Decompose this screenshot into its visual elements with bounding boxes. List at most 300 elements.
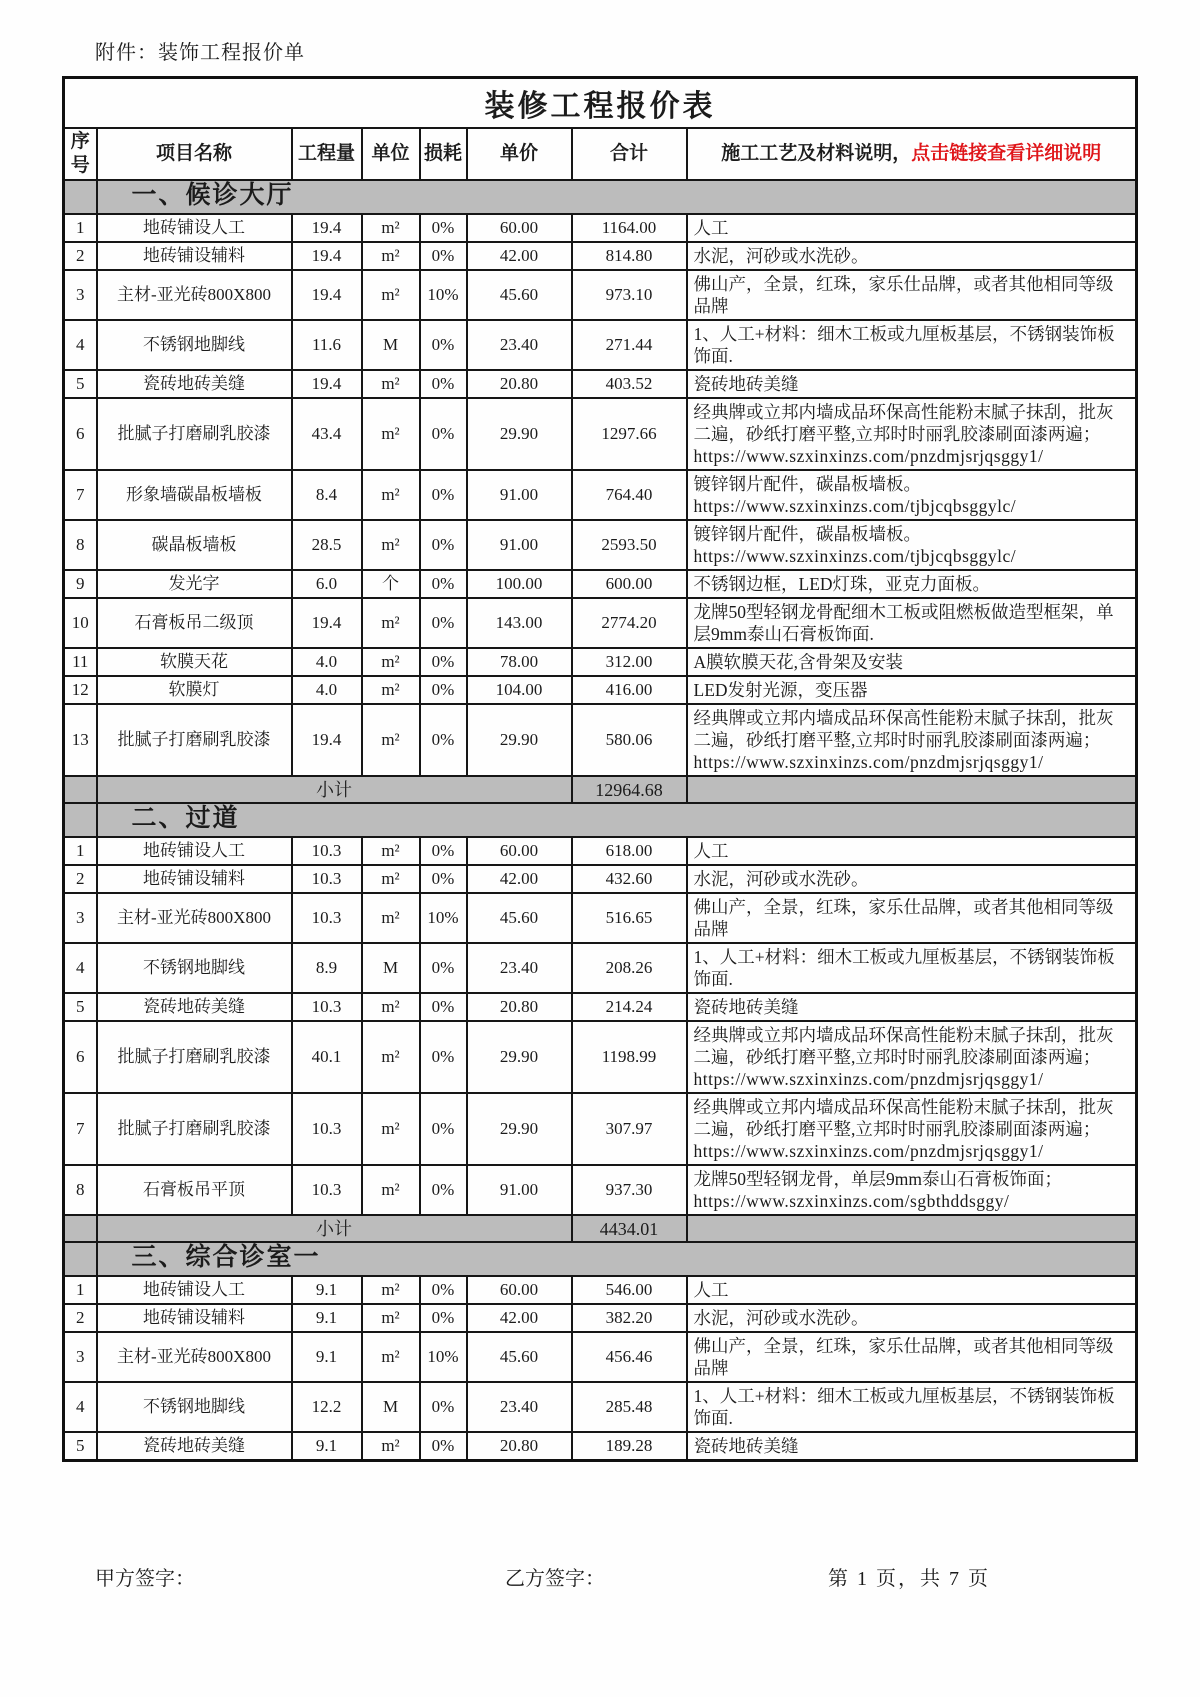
cell-quantity: 10.3 <box>292 865 362 893</box>
cell-no: 4 <box>64 1382 97 1432</box>
cell-unit-price: 23.40 <box>467 943 572 993</box>
material-link[interactable]: https://www.szxinxinzs.com/pnzdmjsrjqsggy1/ <box>693 1069 1044 1089</box>
cell-loss: 0% <box>420 320 467 370</box>
subtotal-no-cell <box>64 1215 97 1242</box>
cell-unit-price: 29.90 <box>467 1093 572 1165</box>
cell-quantity: 8.9 <box>292 943 362 993</box>
cell-item: 主材-亚光砖800X800 <box>97 270 292 320</box>
cell-unit: m² <box>362 520 420 570</box>
description-text: 瓷砖地砖美缝 <box>693 1436 799 1456</box>
cell-no: 3 <box>64 893 97 943</box>
description-text: 佛山产，全景，红珠，家乐仕品牌，或者其他相同等级品牌 <box>693 1336 1114 1378</box>
cell-no: 5 <box>64 370 97 398</box>
table-row <box>64 1276 1137 1304</box>
cell-description <box>687 704 1137 776</box>
description-text: 经典牌或立邦内墙成品环保高性能粉末腻子抹刮，批灰二遍，砂纸打磨平整,立邦时时丽乳胶漆刷面漆两遍； <box>693 708 1114 750</box>
cell-loss: 0% <box>420 993 467 1021</box>
cell-loss: 0% <box>420 865 467 893</box>
cell-description <box>687 893 1137 943</box>
cell-item: 软膜天花 <box>97 648 292 676</box>
cell-unit-price: 60.00 <box>467 1276 572 1304</box>
cell-quantity: 19.4 <box>292 270 362 320</box>
cell-no: 4 <box>64 943 97 993</box>
cell-description <box>687 943 1137 993</box>
cell-unit-price: 45.60 <box>467 270 572 320</box>
cell-quantity: 43.4 <box>292 398 362 470</box>
cell-unit-price: 20.80 <box>467 1432 572 1461</box>
cell-total: 546.00 <box>572 1276 687 1304</box>
cell-quantity: 19.4 <box>292 598 362 648</box>
cell-total: 432.60 <box>572 865 687 893</box>
cell-unit-price: 100.00 <box>467 570 572 598</box>
page-number: 第 1 页，共 7 页 <box>828 1568 990 1590</box>
description-text: 经典牌或立邦内墙成品环保高性能粉末腻子抹刮，批灰二遍，砂纸打磨平整,立邦时时丽乳胶漆刷面漆两遍； <box>693 402 1114 444</box>
cell-no: 1 <box>64 837 97 865</box>
cell-total: 416.00 <box>572 676 687 704</box>
cell-item: 瓷砖地砖美缝 <box>97 993 292 1021</box>
table-row <box>64 676 1137 704</box>
cell-unit: M <box>362 943 420 993</box>
cell-description <box>687 1276 1137 1304</box>
cell-quantity: 9.1 <box>292 1304 362 1332</box>
cell-unit: m² <box>362 370 420 398</box>
cell-quantity: 4.0 <box>292 676 362 704</box>
table-row <box>64 398 1137 470</box>
section-title: 二、过道 <box>97 803 1137 837</box>
cell-description <box>687 648 1137 676</box>
cell-item: 主材-亚光砖800X800 <box>97 893 292 943</box>
description-text: 人工 <box>693 841 729 861</box>
cell-loss: 0% <box>420 1382 467 1432</box>
cell-no: 10 <box>64 598 97 648</box>
cell-unit-price: 29.90 <box>467 704 572 776</box>
cell-unit: m² <box>362 704 420 776</box>
cell-unit: m² <box>362 837 420 865</box>
section-header-row <box>64 1242 1137 1276</box>
cell-no: 8 <box>64 1165 97 1215</box>
description-text: 人工 <box>693 218 729 238</box>
cell-loss: 0% <box>420 214 467 242</box>
col-header-quantity: 工程量 <box>292 128 362 180</box>
cell-unit: m² <box>362 1432 420 1461</box>
cell-item: 瓷砖地砖美缝 <box>97 370 292 398</box>
description-text: 1、人工+材料：细木工板或九厘板基层，不锈钢装饰板饰面. <box>693 324 1115 366</box>
cell-description <box>687 837 1137 865</box>
cell-loss: 0% <box>420 704 467 776</box>
cell-item: 地砖铺设人工 <box>97 1276 292 1304</box>
cell-loss: 0% <box>420 648 467 676</box>
cell-item: 软膜灯 <box>97 676 292 704</box>
cell-total: 189.28 <box>572 1432 687 1461</box>
description-text: A膜软膜天花,含骨架及安装 <box>693 652 904 672</box>
section-title: 三、综合诊室一 <box>97 1242 1137 1276</box>
cell-item: 批腻子打磨刷乳胶漆 <box>97 398 292 470</box>
table-row <box>64 1093 1137 1165</box>
cell-no: 2 <box>64 865 97 893</box>
table-row <box>64 242 1137 270</box>
cell-no: 3 <box>64 270 97 320</box>
subtotal-label: 小计 <box>97 1215 572 1242</box>
cell-description <box>687 570 1137 598</box>
cell-item: 碳晶板墙板 <box>97 520 292 570</box>
cell-unit-price: 60.00 <box>467 837 572 865</box>
table-row <box>64 993 1137 1021</box>
table-row <box>64 1332 1137 1382</box>
cell-no: 11 <box>64 648 97 676</box>
cell-no: 6 <box>64 1021 97 1093</box>
cell-total: 456.46 <box>572 1332 687 1382</box>
table-title-row <box>64 78 1137 129</box>
cell-total: 312.00 <box>572 648 687 676</box>
cell-unit-price: 42.00 <box>467 1304 572 1332</box>
cell-item: 地砖铺设辅料 <box>97 865 292 893</box>
col-header-description <box>687 128 1137 180</box>
cell-unit: m² <box>362 270 420 320</box>
cell-total: 973.10 <box>572 270 687 320</box>
cell-no: 5 <box>64 993 97 1021</box>
cell-no: 7 <box>64 1093 97 1165</box>
cell-unit: m² <box>362 893 420 943</box>
cell-unit: m² <box>362 993 420 1021</box>
cell-loss: 0% <box>420 598 467 648</box>
description-text: 水泥，河砂或水洗砂。 <box>693 246 869 266</box>
cell-total: 382.20 <box>572 1304 687 1332</box>
party-a-signature-label: 甲方签字： <box>95 1568 195 1590</box>
cell-description <box>687 270 1137 320</box>
cell-unit-price: 78.00 <box>467 648 572 676</box>
cell-total: 764.40 <box>572 470 687 520</box>
cell-loss: 0% <box>420 943 467 993</box>
cell-loss: 0% <box>420 1093 467 1165</box>
cell-description <box>687 1304 1137 1332</box>
cell-loss: 0% <box>420 1021 467 1093</box>
cell-loss: 0% <box>420 676 467 704</box>
cell-total: 1297.66 <box>572 398 687 470</box>
cell-loss: 0% <box>420 570 467 598</box>
cell-loss: 0% <box>420 520 467 570</box>
table-row <box>64 943 1137 993</box>
table-row <box>64 570 1137 598</box>
cell-description <box>687 1332 1137 1382</box>
cell-unit: m² <box>362 1276 420 1304</box>
cell-quantity: 10.3 <box>292 1093 362 1165</box>
col-header-item: 项目名称 <box>97 128 292 180</box>
cell-description <box>687 1165 1137 1215</box>
cell-quantity: 28.5 <box>292 520 362 570</box>
cell-total: 403.52 <box>572 370 687 398</box>
cell-loss: 0% <box>420 242 467 270</box>
section-no-cell <box>64 1242 97 1276</box>
cell-unit: m² <box>362 242 420 270</box>
section-title: 一、候诊大厅 <box>97 180 1137 214</box>
description-text: 1、人工+材料：细木工板或九厘板基层，不锈钢装饰板饰面. <box>693 947 1115 989</box>
cell-loss: 0% <box>420 1432 467 1461</box>
description-text: 佛山产，全景，红珠，家乐仕品牌，或者其他相同等级品牌 <box>693 274 1114 316</box>
cell-loss: 0% <box>420 370 467 398</box>
subtotal-desc-cell <box>687 1215 1137 1242</box>
cell-item: 批腻子打磨刷乳胶漆 <box>97 704 292 776</box>
subtotal-label: 小计 <box>97 776 572 803</box>
cell-item: 石膏板吊二级顶 <box>97 598 292 648</box>
cell-total: 307.97 <box>572 1093 687 1165</box>
cell-description <box>687 598 1137 648</box>
cell-quantity: 4.0 <box>292 648 362 676</box>
material-link[interactable]: https://www.szxinxinzs.com/pnzdmjsrjqsggy1/ <box>693 752 1044 772</box>
page-footer <box>0 1562 1200 1592</box>
cell-unit-price: 143.00 <box>467 598 572 648</box>
cell-unit-price: 23.40 <box>467 320 572 370</box>
cell-total: 600.00 <box>572 570 687 598</box>
cell-description <box>687 1382 1137 1432</box>
table-row <box>64 214 1137 242</box>
description-text: 水泥，河砂或水洗砂。 <box>693 869 869 889</box>
table-row <box>64 598 1137 648</box>
cell-no: 1 <box>64 214 97 242</box>
cell-unit-price: 29.90 <box>467 1021 572 1093</box>
subtotal-desc-cell <box>687 776 1137 803</box>
cell-unit: 个 <box>362 570 420 598</box>
section-no-cell <box>64 180 97 214</box>
section-header-row <box>64 180 1137 214</box>
cell-total: 214.24 <box>572 993 687 1021</box>
cell-unit-price: 45.60 <box>467 1332 572 1382</box>
cell-item: 地砖铺设辅料 <box>97 1304 292 1332</box>
cell-unit: m² <box>362 865 420 893</box>
cell-item: 批腻子打磨刷乳胶漆 <box>97 1093 292 1165</box>
material-link[interactable]: https://www.szxinxinzs.com/tjbjcqbsggylc/ <box>693 496 1017 516</box>
col-header-unit: 单位 <box>362 128 420 180</box>
cell-item: 地砖铺设辅料 <box>97 242 292 270</box>
description-text: 人工 <box>693 1280 729 1300</box>
cell-quantity: 10.3 <box>292 1165 362 1215</box>
description-text: 瓷砖地砖美缝 <box>693 374 799 394</box>
material-link[interactable]: https://www.szxinxinzs.com/tjbjcqbsggylc/ <box>693 546 1017 566</box>
cell-description <box>687 676 1137 704</box>
cell-total: 516.65 <box>572 893 687 943</box>
table-row <box>64 520 1137 570</box>
section-header-row <box>64 803 1137 837</box>
cell-item: 地砖铺设人工 <box>97 214 292 242</box>
description-text: 佛山产，全景，红珠，家乐仕品牌，或者其他相同等级品牌 <box>693 897 1114 939</box>
cell-description <box>687 470 1137 520</box>
cell-total: 208.26 <box>572 943 687 993</box>
cell-quantity: 19.4 <box>292 704 362 776</box>
table-row <box>64 1304 1137 1332</box>
table-title: 装修工程报价表 <box>64 78 1137 129</box>
cell-description <box>687 520 1137 570</box>
cell-description <box>687 398 1137 470</box>
attachment-label: 附件：装饰工程报价单 <box>95 42 305 64</box>
cell-unit-price: 42.00 <box>467 242 572 270</box>
table-row <box>64 837 1137 865</box>
cell-no: 5 <box>64 1432 97 1461</box>
subtotal-row <box>64 1215 1137 1242</box>
cell-description <box>687 320 1137 370</box>
table-row <box>64 704 1137 776</box>
cell-unit-price: 45.60 <box>467 893 572 943</box>
subtotal-value: 4434.01 <box>572 1215 687 1242</box>
cell-item: 不锈钢地脚线 <box>97 320 292 370</box>
cell-item: 发光字 <box>97 570 292 598</box>
cell-unit: m² <box>362 398 420 470</box>
cell-unit-price: 60.00 <box>467 214 572 242</box>
cell-description <box>687 865 1137 893</box>
cell-quantity: 11.6 <box>292 320 362 370</box>
column-header-row <box>64 128 1137 180</box>
cell-loss: 10% <box>420 893 467 943</box>
cell-no: 4 <box>64 320 97 370</box>
cell-unit: m² <box>362 1021 420 1093</box>
cell-unit-price: 104.00 <box>467 676 572 704</box>
material-link[interactable]: https://www.szxinxinzs.com/pnzdmjsrjqsggy1/ <box>693 1141 1044 1161</box>
cell-quantity: 19.4 <box>292 214 362 242</box>
description-text: 经典牌或立邦内墙成品环保高性能粉末腻子抹刮，批灰二遍，砂纸打磨平整,立邦时时丽乳胶漆刷面漆两遍； <box>693 1097 1114 1139</box>
cell-unit: m² <box>362 214 420 242</box>
cell-unit: m² <box>362 1165 420 1215</box>
cell-total: 271.44 <box>572 320 687 370</box>
material-link[interactable]: https://www.szxinxinzs.com/pnzdmjsrjqsggy1/ <box>693 446 1044 466</box>
description-text: LED发射光源，变压器 <box>693 680 868 700</box>
cell-loss: 0% <box>420 1304 467 1332</box>
cell-unit-price: 42.00 <box>467 865 572 893</box>
quote-table-body <box>64 180 1137 1461</box>
view-details-link[interactable]: 点击链接查看详细说明 <box>911 143 1102 164</box>
table-row <box>64 648 1137 676</box>
cell-unit: M <box>362 320 420 370</box>
cell-quantity: 6.0 <box>292 570 362 598</box>
cell-item: 批腻子打磨刷乳胶漆 <box>97 1021 292 1093</box>
cell-no: 2 <box>64 242 97 270</box>
cell-quantity: 10.3 <box>292 993 362 1021</box>
description-text: 1、人工+材料：细木工板或九厘板基层，不锈钢装饰板饰面. <box>693 1386 1115 1428</box>
desc-header-text: 施工工艺及材料说明， <box>721 143 912 164</box>
cell-description <box>687 1432 1137 1461</box>
cell-unit: m² <box>362 676 420 704</box>
table-row <box>64 1382 1137 1432</box>
cell-no: 7 <box>64 470 97 520</box>
cell-unit-price: 20.80 <box>467 993 572 1021</box>
cell-item: 瓷砖地砖美缝 <box>97 1432 292 1461</box>
cell-quantity: 9.1 <box>292 1432 362 1461</box>
cell-loss: 0% <box>420 1276 467 1304</box>
cell-item: 主材-亚光砖800X800 <box>97 1332 292 1382</box>
cell-unit: M <box>362 1382 420 1432</box>
cell-description <box>687 242 1137 270</box>
cell-no: 3 <box>64 1332 97 1382</box>
cell-unit-price: 20.80 <box>467 370 572 398</box>
quotation-table <box>62 76 1138 1462</box>
cell-item: 不锈钢地脚线 <box>97 1382 292 1432</box>
cell-total: 580.06 <box>572 704 687 776</box>
col-header-no: 序号 <box>64 128 97 180</box>
table-row <box>64 865 1137 893</box>
cell-loss: 10% <box>420 1332 467 1382</box>
cell-quantity: 9.1 <box>292 1276 362 1304</box>
cell-unit: m² <box>362 1093 420 1165</box>
cell-unit: m² <box>362 648 420 676</box>
cell-no: 2 <box>64 1304 97 1332</box>
description-text: 镀锌钢片配件，碳晶板墙板。 <box>693 524 921 544</box>
table-row <box>64 270 1137 320</box>
cell-unit-price: 91.00 <box>467 470 572 520</box>
cell-unit-price: 29.90 <box>467 398 572 470</box>
col-header-total: 合计 <box>572 128 687 180</box>
col-header-unit-price: 单价 <box>467 128 572 180</box>
table-row <box>64 370 1137 398</box>
cell-item: 地砖铺设人工 <box>97 837 292 865</box>
cell-no: 6 <box>64 398 97 470</box>
cell-total: 1198.99 <box>572 1021 687 1093</box>
table-row <box>64 470 1137 520</box>
cell-total: 2593.50 <box>572 520 687 570</box>
cell-loss: 0% <box>420 470 467 520</box>
cell-total: 937.30 <box>572 1165 687 1215</box>
cell-loss: 10% <box>420 270 467 320</box>
cell-loss: 0% <box>420 837 467 865</box>
description-text: 龙牌50型轻钢龙骨，单层9mm泰山石膏板饰面； <box>693 1169 1062 1189</box>
description-text: 龙牌50型轻钢龙骨配细木工板或阻燃板做造型框架，单层9mm泰山石膏板饰面. <box>693 602 1114 644</box>
description-text: 不锈钢边框，LED灯珠，亚克力面板。 <box>693 574 991 594</box>
cell-quantity: 8.4 <box>292 470 362 520</box>
cell-no: 12 <box>64 676 97 704</box>
cell-description <box>687 993 1137 1021</box>
table-row <box>64 1165 1137 1215</box>
cell-total: 2774.20 <box>572 598 687 648</box>
cell-description <box>687 370 1137 398</box>
cell-unit-price: 23.40 <box>467 1382 572 1432</box>
description-text: 镀锌钢片配件，碳晶板墙板。 <box>693 474 921 494</box>
description-text: 瓷砖地砖美缝 <box>693 997 799 1017</box>
cell-no: 9 <box>64 570 97 598</box>
cell-item: 形象墙碳晶板墙板 <box>97 470 292 520</box>
section-no-cell <box>64 803 97 837</box>
table-row <box>64 893 1137 943</box>
cell-quantity: 19.4 <box>292 242 362 270</box>
cell-no: 1 <box>64 1276 97 1304</box>
cell-unit: m² <box>362 598 420 648</box>
cell-quantity: 19.4 <box>292 370 362 398</box>
description-text: 经典牌或立邦内墙成品环保高性能粉末腻子抹刮，批灰二遍，砂纸打磨平整,立邦时时丽乳胶漆刷面漆两遍； <box>693 1025 1114 1067</box>
table-row <box>64 1021 1137 1093</box>
subtotal-row <box>64 776 1137 803</box>
cell-unit-price: 91.00 <box>467 520 572 570</box>
cell-quantity: 9.1 <box>292 1332 362 1382</box>
cell-quantity: 10.3 <box>292 837 362 865</box>
cell-quantity: 10.3 <box>292 893 362 943</box>
cell-item: 石膏板吊平顶 <box>97 1165 292 1215</box>
cell-loss: 0% <box>420 1165 467 1215</box>
cell-quantity: 40.1 <box>292 1021 362 1093</box>
description-text: 水泥，河砂或水洗砂。 <box>693 1308 869 1328</box>
cell-no: 8 <box>64 520 97 570</box>
cell-item: 不锈钢地脚线 <box>97 943 292 993</box>
cell-unit: m² <box>362 1304 420 1332</box>
party-b-signature-label: 乙方签字： <box>505 1568 605 1590</box>
material-link[interactable]: https://www.szxinxinzs.com/sgbthddsggy/ <box>693 1191 1010 1211</box>
cell-total: 814.80 <box>572 242 687 270</box>
subtotal-no-cell <box>64 776 97 803</box>
cell-description <box>687 214 1137 242</box>
cell-description <box>687 1093 1137 1165</box>
table-row <box>64 1432 1137 1461</box>
cell-total: 285.48 <box>572 1382 687 1432</box>
cell-total: 618.00 <box>572 837 687 865</box>
cell-no: 13 <box>64 704 97 776</box>
subtotal-value: 12964.68 <box>572 776 687 803</box>
cell-unit-price: 91.00 <box>467 1165 572 1215</box>
cell-unit: m² <box>362 1332 420 1382</box>
cell-quantity: 12.2 <box>292 1382 362 1432</box>
